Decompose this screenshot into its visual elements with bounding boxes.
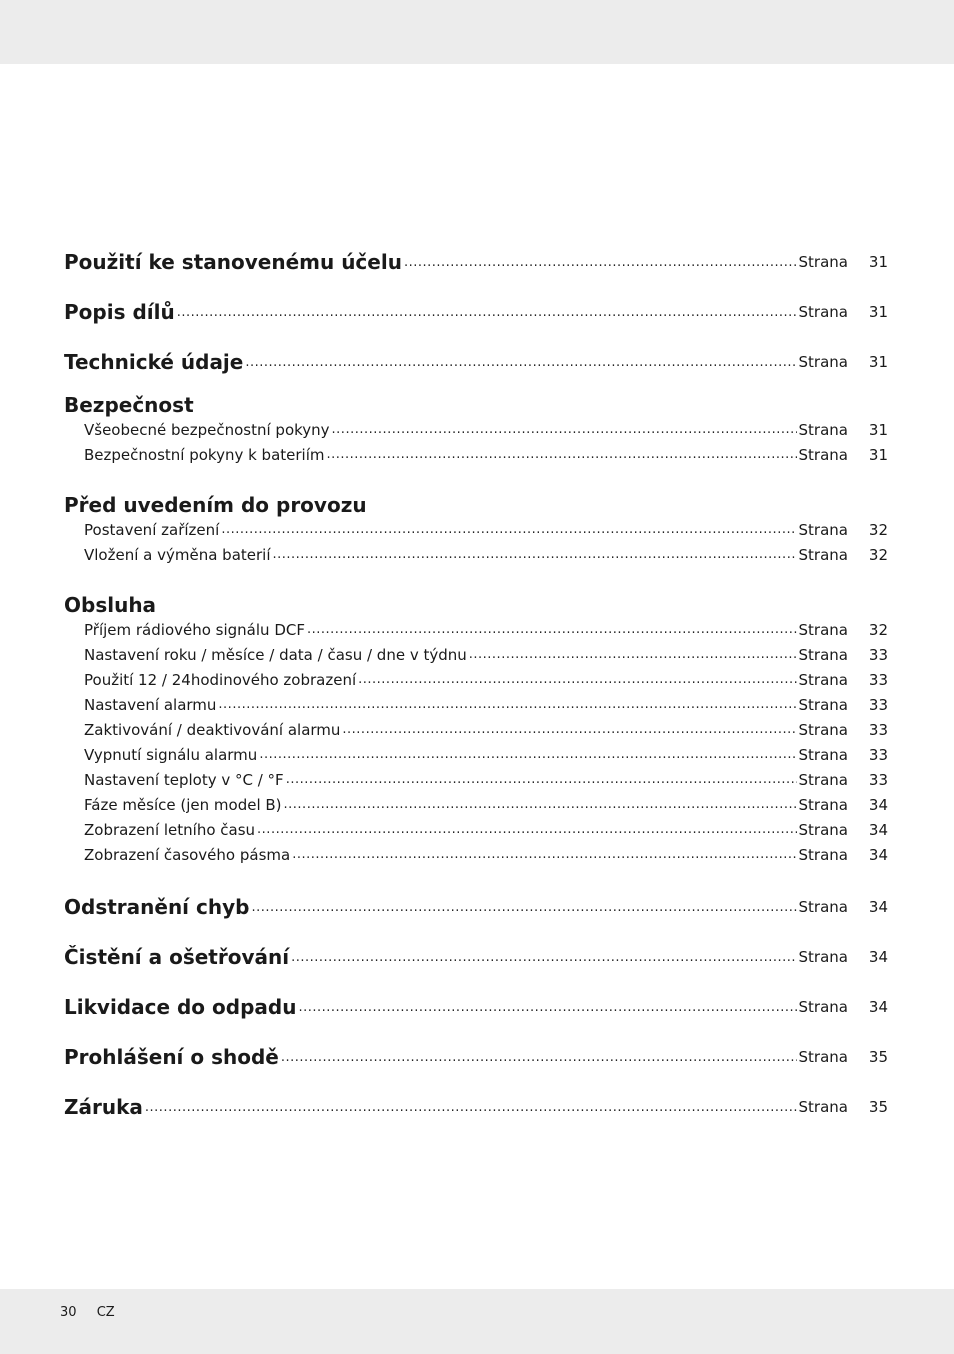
section-heading-obsluha: Obsluha bbox=[64, 593, 157, 617]
page-number: 33 bbox=[868, 770, 888, 789]
toc-subentry[interactable] bbox=[64, 792, 888, 817]
toc-entry-title: Použití ke stanovenému účelu bbox=[64, 250, 402, 274]
page-number: 31 bbox=[868, 353, 888, 371]
section-heading-pred-uvedenim: Před uvedením do provozu bbox=[64, 493, 367, 517]
page-number: 35 bbox=[868, 1098, 888, 1116]
page-word: Strana bbox=[798, 720, 848, 739]
toc-entry-technicke[interactable] bbox=[64, 337, 888, 387]
toc-subentry[interactable] bbox=[64, 692, 888, 717]
toc-entry-title: Zobrazení časového pásma bbox=[84, 845, 291, 864]
toc-entry-title: Fáze měsíce (jen model B) bbox=[84, 795, 282, 814]
page-number: 33 bbox=[868, 745, 888, 764]
page-number: 32 bbox=[868, 520, 888, 539]
toc-subentry[interactable] bbox=[64, 617, 888, 642]
dot-leader bbox=[218, 697, 796, 712]
toc-entry-title: Popis dílů bbox=[64, 300, 175, 324]
page-word: Strana bbox=[798, 948, 848, 966]
toc-subentry[interactable] bbox=[64, 417, 888, 442]
toc-entry-likvidace[interactable] bbox=[64, 982, 888, 1032]
toc-entry-title: Příjem rádiového signálu DCF bbox=[84, 620, 305, 639]
page-word: Strana bbox=[798, 795, 848, 814]
page-word: Strana bbox=[798, 1048, 848, 1066]
page-word: Strana bbox=[798, 420, 848, 439]
dot-leader bbox=[286, 772, 797, 787]
toc-entry-title: Použití 12 / 24hodinového zobrazení bbox=[84, 670, 357, 689]
page-word: Strana bbox=[798, 820, 848, 839]
dot-leader bbox=[291, 950, 796, 965]
dot-leader bbox=[221, 522, 796, 537]
page-number: 32 bbox=[868, 620, 888, 639]
toc-entry-title: Zaktivování / deaktivování alarmu bbox=[84, 720, 341, 739]
page-number: 31 bbox=[868, 420, 888, 439]
toc-subentry[interactable] bbox=[64, 667, 888, 692]
footer-page-number: 30 bbox=[60, 1305, 77, 1320]
dot-leader bbox=[281, 1050, 797, 1065]
page-number: 34 bbox=[868, 795, 888, 814]
dot-leader bbox=[284, 797, 797, 812]
dot-leader bbox=[469, 647, 797, 662]
page-number: 31 bbox=[868, 253, 888, 271]
page-word: Strana bbox=[798, 845, 848, 864]
toc-entry-title: Všeobecné bezpečnostní pokyny bbox=[84, 420, 330, 439]
toc-subentry[interactable] bbox=[64, 442, 888, 467]
toc-entry-pouziti[interactable] bbox=[64, 237, 888, 287]
page-word: Strana bbox=[798, 745, 848, 764]
toc-entry-title: Nastavení roku / měsíce / data / času / dne v týdnu bbox=[84, 645, 467, 664]
dot-leader bbox=[177, 305, 797, 320]
toc-entry-title: Bezpečnostní pokyny k bateriím bbox=[84, 445, 325, 464]
page-number: 32 bbox=[868, 545, 888, 564]
dot-leader bbox=[145, 1100, 797, 1115]
toc-subentry[interactable] bbox=[64, 767, 888, 792]
dot-leader bbox=[404, 255, 797, 270]
page-word: Strana bbox=[798, 445, 848, 464]
toc-subentry[interactable] bbox=[64, 842, 888, 867]
toc-subentry[interactable] bbox=[64, 817, 888, 842]
footer-band bbox=[0, 1289, 954, 1354]
footer-language: CZ bbox=[96, 1305, 115, 1320]
page-word: Strana bbox=[798, 545, 848, 564]
page-number: 34 bbox=[868, 948, 888, 966]
page-number: 35 bbox=[868, 1048, 888, 1066]
toc-entry-title: Vypnutí signálu alarmu bbox=[84, 745, 258, 764]
page-word: Strana bbox=[798, 620, 848, 639]
page-number: 34 bbox=[868, 998, 888, 1016]
toc-entry-title: Odstranění chyb bbox=[64, 895, 250, 919]
dot-leader bbox=[292, 847, 796, 862]
page-word: Strana bbox=[798, 998, 848, 1016]
toc-entry-title: Zobrazení letního času bbox=[84, 820, 256, 839]
dot-leader bbox=[259, 747, 796, 762]
page-word: Strana bbox=[798, 1098, 848, 1116]
dot-leader bbox=[298, 1000, 796, 1015]
page-word: Strana bbox=[798, 670, 848, 689]
toc-entry-odstraneni[interactable] bbox=[64, 882, 888, 932]
dot-leader bbox=[332, 422, 797, 437]
page-word: Strana bbox=[798, 770, 848, 789]
page-number: 33 bbox=[868, 670, 888, 689]
table-of-contents bbox=[64, 237, 888, 1132]
dot-leader bbox=[307, 622, 797, 637]
page-number: 33 bbox=[868, 645, 888, 664]
dot-leader bbox=[342, 722, 796, 737]
page-number: 33 bbox=[868, 695, 888, 714]
dot-leader bbox=[326, 447, 796, 462]
toc-entry-title: Likvidace do odpadu bbox=[64, 995, 297, 1019]
toc-entry-cisteni[interactable] bbox=[64, 932, 888, 982]
toc-entry-title: Prohlášení o shodě bbox=[64, 1045, 279, 1069]
page-word: Strana bbox=[798, 645, 848, 664]
page-word: Strana bbox=[798, 253, 848, 271]
toc-entry-title: Postavení zařízení bbox=[84, 520, 220, 539]
toc-subentry[interactable] bbox=[64, 742, 888, 767]
page-word: Strana bbox=[798, 520, 848, 539]
section-heading-bezpecnost: Bezpečnost bbox=[64, 393, 194, 417]
dot-leader bbox=[251, 900, 796, 915]
toc-subentry[interactable] bbox=[64, 717, 888, 742]
page-word: Strana bbox=[798, 695, 848, 714]
dot-leader bbox=[257, 822, 796, 837]
page-number: 34 bbox=[868, 845, 888, 864]
page-number: 34 bbox=[868, 898, 888, 916]
page-word: Strana bbox=[798, 898, 848, 916]
toc-subentry[interactable] bbox=[64, 517, 888, 542]
toc-entry-prohlaseni[interactable] bbox=[64, 1032, 888, 1082]
page-footer bbox=[60, 1305, 131, 1320]
page-number: 34 bbox=[868, 820, 888, 839]
toc-entry-title: Čistění a ošetřování bbox=[64, 945, 290, 969]
page-number: 33 bbox=[868, 720, 888, 739]
dot-leader bbox=[358, 672, 796, 687]
page-word: Strana bbox=[798, 303, 848, 321]
toc-entry-title: Záruka bbox=[64, 1095, 143, 1119]
dot-leader bbox=[273, 547, 797, 562]
toc-entry-title: Nastavení teploty v °C / °F bbox=[84, 770, 284, 789]
dot-leader bbox=[245, 355, 796, 370]
toc-entry-title: Technické údaje bbox=[64, 350, 244, 374]
toc-entry-zaruka[interactable] bbox=[64, 1082, 888, 1132]
page-word: Strana bbox=[798, 353, 848, 371]
toc-entry-title: Nastavení alarmu bbox=[84, 695, 217, 714]
toc-entry-title: Vložení a výměna baterií bbox=[84, 545, 271, 564]
page-number: 31 bbox=[868, 303, 888, 321]
toc-entry-popis[interactable] bbox=[64, 287, 888, 337]
toc-subentry[interactable] bbox=[64, 642, 888, 667]
toc-subentry[interactable] bbox=[64, 542, 888, 567]
page-number: 31 bbox=[868, 445, 888, 464]
header-band bbox=[0, 0, 954, 64]
